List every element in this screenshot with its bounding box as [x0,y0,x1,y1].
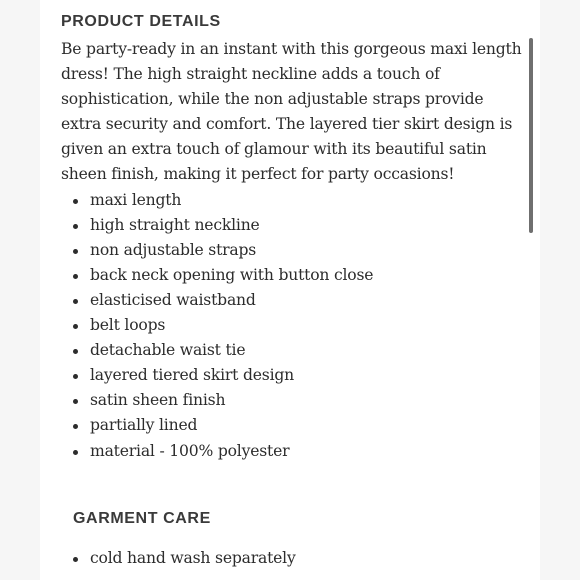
list-item: cold hand wash separately [61,546,527,571]
list-item: partially lined [61,413,527,438]
list-item: high straight neckline [61,213,527,238]
list-item: layered tiered skirt design [61,363,527,388]
care-instructions-list [61,546,527,571]
list-item: back neck opening with button close [61,263,527,288]
list-item: maxi length [61,188,527,213]
list-item: detachable waist tie [61,338,527,363]
feature-list [61,188,527,464]
product-details-section [61,12,527,464]
list-item: material - 100% polyester [61,439,527,464]
garment-care-section [61,546,527,571]
product-details-heading: PRODUCT DETAILS [61,13,221,30]
garment-care-heading: GARMENT CARE [73,510,211,527]
list-item: elasticised waistband [61,288,527,313]
list-item: belt loops [61,313,527,338]
list-item: non adjustable straps [61,238,527,263]
list-item: satin sheen finish [61,388,527,413]
scrollbar-thumb[interactable] [529,38,533,233]
product-description: Be party-ready in an instant with this gorgeous maxi length dress! The high straight neckline adds a touch of sophistication, while the non adjustable straps provide extra security and comfort. The layered tier skirt design is given an extra touch of glamour with its beautiful satin sheen finish, making it perfect for party occasions! [61,40,522,184]
